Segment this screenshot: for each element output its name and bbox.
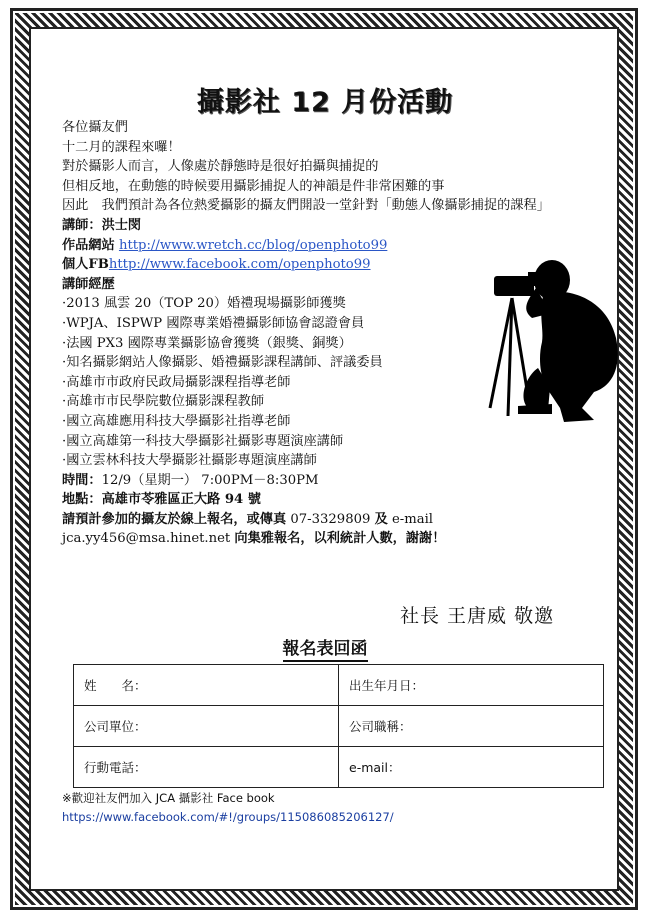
page-title: 攝影社 12 月份活動 (196, 87, 454, 118)
signup-text: 請預計參加的攝友於線上報名，或傳真 (62, 511, 287, 527)
facebook-link[interactable]: http://www.facebook.com/openphoto99 (108, 257, 371, 273)
time-label: 時間： (62, 472, 102, 488)
time-value: 12/9（星期一） 7:00PM－8:30PM (101, 472, 319, 488)
form-title-text: 報名表回函 (283, 639, 368, 662)
mobile-field[interactable]: 行動電話： (74, 747, 339, 788)
experience-item: ·國立雲林科技大學攝影社攝影專題演座講師 (62, 453, 317, 469)
instructor-label: 講師： (62, 217, 102, 233)
job-title-field[interactable]: 公司職稱： (339, 706, 604, 747)
location-value: 高雄市苓雅區正大路 94 號 (101, 492, 261, 508)
fax-number: 07-3329809 (290, 511, 371, 527)
facebook-label: 個人FB (62, 257, 109, 273)
instructor-name: 洪士閔 (101, 217, 142, 233)
website-label: 作品網站 (62, 237, 115, 253)
experience-item: ·國立高雄第一科技大學攝影社攝影專題演座講師 (62, 433, 344, 449)
email-label: e-mail (391, 511, 434, 527)
registration-form (73, 664, 604, 788)
experience-item: ·高雄市市民學院數位攝影課程教師 (62, 394, 265, 410)
experience-item: ·國立高雄應用科技大學攝影社指導老師 (62, 413, 291, 429)
signup-closing: 向集雅報名，以利統計人數，謝謝！ (234, 531, 446, 547)
signup-line-2 (62, 529, 617, 549)
signup-line-1 (62, 510, 617, 530)
intro-line: 但相反地，在動態的時候要用攝影捕捉人的神韻是件非常困難的事 (62, 178, 445, 194)
facebook-group-link[interactable]: https://www.facebook.com/#!/groups/115086085206127/ (62, 810, 394, 824)
birthdate-field[interactable]: 出生年月日： (339, 665, 604, 706)
experience-item: ·知名攝影網站人像攝影、婚禮攝影課程講師、評議委員 (62, 355, 383, 371)
signature: 社長 王唐威 敬邀 (400, 605, 555, 627)
signup-email: jca.yy456@msa.hinet.net (62, 531, 231, 547)
experience-item: ·高雄市市政府民政局攝影課程指導老師 (62, 374, 291, 390)
instructor-line (62, 216, 617, 236)
signup-and: 及 (374, 511, 388, 527)
intro-line: 對於攝影人而言，人像處於靜態時是很好拍攝與捕捉的 (62, 159, 379, 175)
form-row (74, 665, 604, 706)
company-field[interactable]: 公司單位： (74, 706, 339, 747)
intro-line: 各位攝友們 (62, 120, 128, 135)
experience-item: ·2013 風雲 20（TOP 20）婚禮現場攝影師獲獎 (62, 296, 346, 312)
form-row (74, 706, 604, 747)
time-line (62, 471, 617, 491)
name-field[interactable]: 姓 名： (74, 665, 339, 706)
experience-item: ·法國 PX3 國際專業攝影協會獲獎（銀獎、銅獎） (62, 335, 352, 351)
photographer-silhouette (478, 258, 628, 428)
intro-line: 因此 我們預計為各位熱愛攝影的攝友們開設一堂針對「動態人像攝影捕捉的課程」 (62, 198, 550, 214)
form-row (74, 747, 604, 788)
location-label: 地點： (62, 492, 102, 508)
experience-item: ·WPJA、ISPWP 國際專業婚禮攝影師協會認證會員 (62, 315, 365, 331)
email-field[interactable]: e-mail： (339, 747, 604, 788)
facebook-note: ※歡迎社友們加入 JCA 攝影社 Face book (62, 791, 275, 805)
experience-heading: 講師經歷 (62, 276, 115, 292)
website-line (62, 236, 617, 256)
form-title (0, 634, 650, 659)
website-link[interactable]: http://www.wretch.cc/blog/openphoto99 (118, 237, 388, 253)
location-line (62, 490, 617, 510)
intro-line: 十二月的課程來囉！ (62, 139, 181, 155)
